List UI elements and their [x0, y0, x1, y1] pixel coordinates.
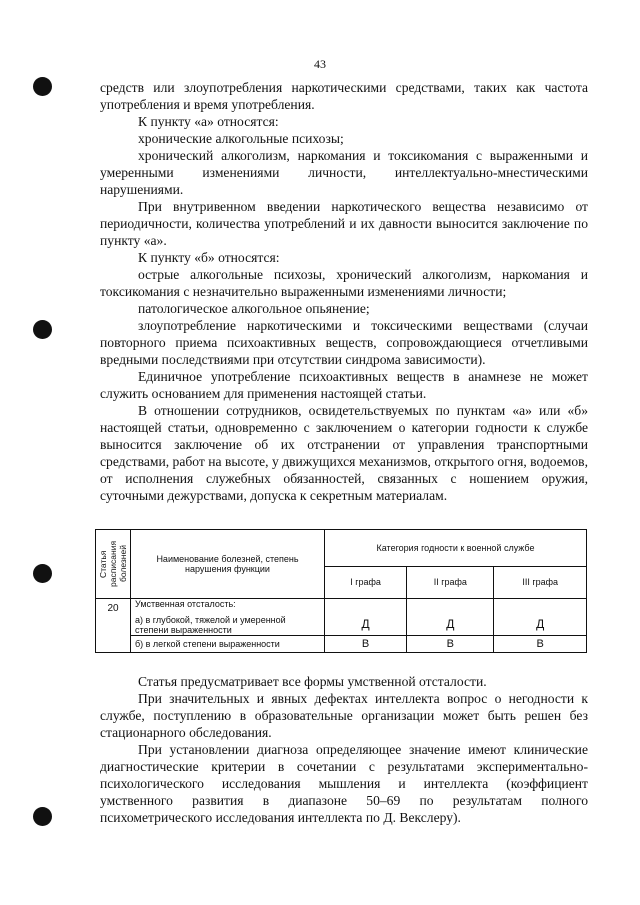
header-name: Наименование болезней, степень нарушения функции	[131, 530, 325, 599]
paragraph: средств или злоупотребления наркотическими средствами, таких как частота употребления и время употребления.	[100, 80, 588, 112]
row-b-graph-3: В	[494, 636, 587, 653]
punch-hole	[33, 320, 52, 339]
paragraph: злоупотребление наркотическими и токсическими веществами (случаи повторного приема психоактивных веществ, сопровождающиеся отчетливыми вредными последствиями при отсутствии синдрома зависимости).	[100, 318, 588, 367]
paragraph: патологическое алкогольное опьянение;	[138, 301, 370, 316]
punch-hole	[33, 77, 52, 96]
paragraph: К пункту «а» относятся:	[138, 114, 279, 129]
paragraph: хронический алкоголизм, наркомания и токсикомания с выраженными и умеренными изменениями личности, интеллектуально-мнестическими нарушениями.	[100, 148, 588, 197]
disease-table	[95, 529, 587, 653]
paragraph: К пункту «б» относятся:	[138, 250, 280, 265]
paragraph: При установлении диагноза определяющее значение имеют клинические диагностические критерии в сочетании с результатами экспериментально-психологического исследования мышления и интеллекта (коэффициент умственного развития в диапазоне 50–69 по результатам полного психометрического исследования интеллекта по Д. Векслеру).	[100, 742, 588, 825]
paragraph: В отношении сотрудников, освидетельствуемых по пунктам «а» или «б» настоящей статьи, одновременно с заключением о категории годности к службе выносится заключение об их отстранении от управления транспортными средствами, работ на высоте, у движущихся механизмов, открытого огня, водоемов, от исполнения служебных обязанностей, связанных с ношением оружия, суточными дежурствами, допуска к секретным материалам.	[100, 403, 588, 503]
header-category: Категория годности к военной службе	[325, 530, 587, 567]
paragraph: хронические алкогольные психозы;	[138, 131, 344, 146]
punch-hole	[33, 807, 52, 826]
header-article-label: Статья расписания болезней	[98, 540, 128, 588]
row-name-b: б) в легкой степени выраженности	[131, 636, 325, 653]
text-block-top	[100, 79, 588, 504]
paragraph: Единичное употребление психоактивных веществ в анамнезе не может служить основанием для применения настоящей статьи.	[100, 369, 588, 401]
header-graph-2: II графа	[407, 566, 494, 598]
row-a-graph-1: Д	[325, 599, 407, 636]
paragraph: При значительных и явных дефектах интеллекта вопрос о негодности к службе, поступлению в образовательные организации может быть решен без стационарного обследования.	[100, 691, 588, 740]
header-graph-1: I графа	[325, 566, 407, 598]
header-article	[96, 530, 131, 599]
row-name-a: а) в глубокой, тяжелой и умеренной степени выраженности	[135, 615, 286, 635]
article-number: 20	[96, 599, 131, 653]
table-row-name	[131, 599, 325, 636]
paragraph: При внутривенном введении наркотического вещества независимо от периодичности, количества употреблений и их давности выносится заключение по пункту «а».	[100, 199, 588, 248]
punch-hole	[33, 564, 52, 583]
row-b-graph-2: В	[407, 636, 494, 653]
row-b-graph-1: В	[325, 636, 407, 653]
row-a-graph-3: Д	[494, 599, 587, 636]
header-graph-3: III графа	[494, 566, 587, 598]
paragraph: острые алкогольные психозы, хронический алкоголизм, наркомания и токсикомания с незначительно выраженными изменениями личности;	[100, 267, 588, 299]
page-number: 43	[314, 57, 326, 71]
paragraph: Статья предусматривает все формы умственной отсталости.	[138, 674, 487, 689]
row-a-graph-2: Д	[407, 599, 494, 636]
row-name-general: Умственная отсталость:	[135, 599, 236, 609]
text-block-bottom	[100, 673, 588, 826]
